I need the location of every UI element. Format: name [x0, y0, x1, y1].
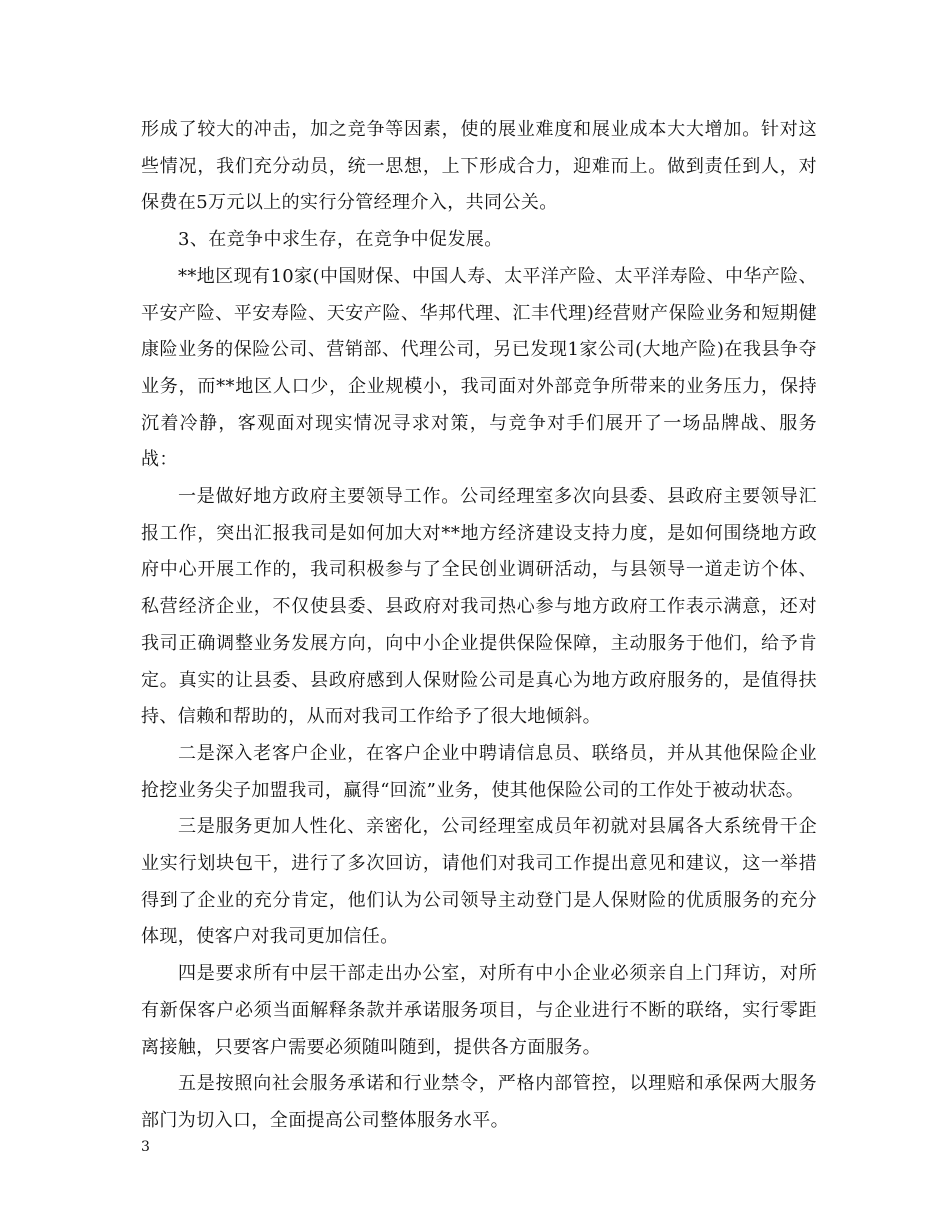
paragraph-point-1: 一是做好地方政府主要领导工作。公司经理室多次向县委、县政府主要领导汇报工作，突出汇报我司是如何加大对**地方经济建设支持力度，是如何围绕地方政府中心开展工作的，我司积极参与了全民创业调研活动，与县领导一道走访个体、私营经济企业，不仅使县委、县政府对我司热心参与地方政府工作表示满意，还对我司正确调整业务发展方向，向中小企业提供保险保障，主动服务于他们，给予肯定。真实的让县委、县政府感到人保财险公司是真心为地方政府服务的，是值得扶持、信赖和帮助的，从而对我司工作给予了很大地倾斜。 [141, 486, 817, 728]
paragraph-continuation: 形成了较大的冲击，加之竞争等因素，使的展业难度和展业成本大大增加。针对这些情况，我们充分动员，统一思想，上下形成合力，迎难而上。做到责任到人，对保费在5万元以上的实行分管经理介入，共同公关。 [141, 119, 817, 214]
document-body [141, 112, 817, 1140]
page-number: 3 [141, 1139, 150, 1155]
section-heading-3: 3、在竞争中求生存，在竞争中促发展。 [178, 229, 503, 251]
paragraph-competition: **地区现有10家(中国财保、中国人寿、太平洋产险、太平洋寿险、中华产险、平安产险、平安寿险、天安产险、华邦代理、汇丰代理)经营财产保险业务和短期健康险业务的保险公司、营销部、代理公司，另已发现1家公司(大地产险)在我县争夺业务，而**地区人口少，企业规模小，我司面对外部竞争所带来的业务压力，保持沉着冷静，客观面对现实情况寻求对策，与竞争对手们展开了一场品牌战、服务战： [141, 265, 817, 471]
paragraph-point-5: 五是按照向社会服务承诺和行业禁令，严格内部管控，以理赔和承保两大服务部门为切入口，全面提高公司整体服务水平。 [141, 1073, 817, 1131]
paragraph-point-4: 四是要求所有中层干部走出办公室，对所有中小企业必须亲自上门拜访，对所有新保客户必须当面解释条款并承诺服务项目，与企业进行不断的联络，实行零距离接触，只要客户需要必须随叫随到，提供各方面服务。 [141, 963, 817, 1058]
paragraph-point-2: 二是深入老客户企业，在客户企业中聘请信息员、联络员，并从其他保险企业抢挖业务尖子加盟我司，赢得“回流”业务，使其他保险公司的工作处于被动状态。 [141, 742, 817, 801]
paragraph-point-3: 三是服务更加人性化、亲密化，公司经理室成员年初就对县属各大系统骨干企业实行划块包干，进行了多次回访，请他们对我司工作提出意见和建议，这一举措得到了企业的充分肯定，他们认为公司领导主动登门是人保财险的优质服务的充分体现，使客户对我司更加信任。 [141, 816, 817, 948]
